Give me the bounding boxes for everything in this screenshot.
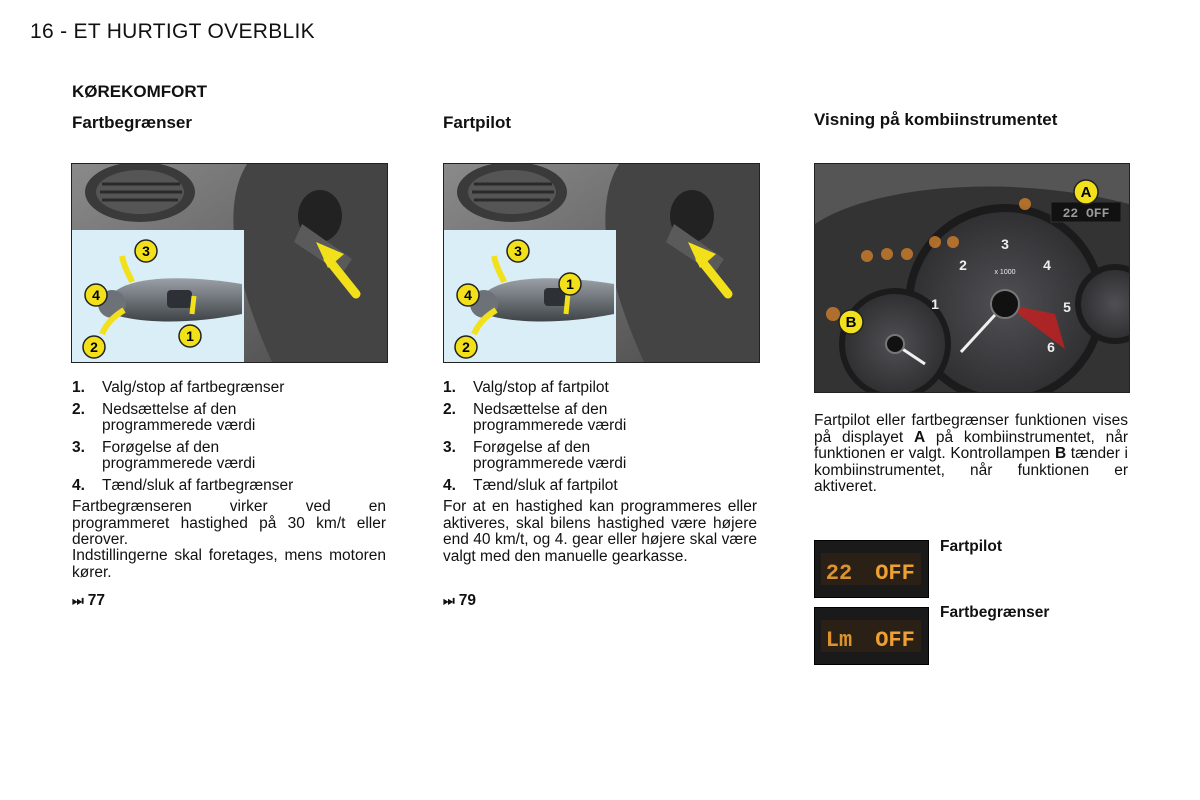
list-item: 1. Valg/stop af fartpilot (443, 379, 609, 396)
vent-icon (85, 164, 195, 222)
cruise-control-display (814, 540, 929, 598)
speed-limiter-display-label: Fartbegrænser (940, 604, 1050, 621)
speed-limiter-paragraph-1: Fartbegrænseren virker ved en programmeret hastighed på 30 km/t eller derover. (72, 498, 386, 548)
page-header: 16 - ET HURTIGT OVERBLIK (30, 20, 315, 43)
section-title: KØREKOMFORT (72, 82, 208, 101)
callout-3: 3 (514, 243, 522, 259)
stalk-illustration-speed-limiter (71, 163, 388, 363)
speed-limiter-display (814, 607, 929, 665)
callout-4: 4 (464, 287, 472, 303)
display-off-text: OFF (875, 628, 915, 653)
column-title-instrument-display: Visning på kombiinstrumentet (814, 110, 1058, 129)
list-item: 4. Tænd/sluk af fartpilot (443, 476, 618, 494)
gauge-label: 4 (1043, 257, 1051, 273)
display-left-digits: Lm (825, 628, 853, 653)
stalk-illustration-cruise-control (443, 163, 760, 363)
speed-limiter-paragraph-2: Indstillingerne skal foretages, mens motoren kører. (72, 547, 386, 581)
page-reference-icon: ⏭ (443, 593, 455, 608)
callout-b: B (845, 314, 857, 331)
list-item: 2. Nedsættelse af den programmerede værdi (443, 400, 627, 434)
cruise-control-display-label: Fartpilot (940, 538, 1002, 555)
list-item: 3. Forøgelse af den programmerede værdi (72, 438, 256, 472)
vent-icon (457, 164, 567, 222)
list-item: 1. Valg/stop af fartbegrænser (72, 379, 285, 396)
function-list-speed-limiter (72, 380, 392, 499)
display-left-digits: 22 (825, 561, 853, 586)
list-item: 2. Nedsættelse af den programmerede værdi (72, 400, 256, 434)
gauge-label: 5 (1063, 299, 1071, 315)
callout-4: 4 (92, 287, 100, 303)
gauge-unit: x 1000 (994, 269, 1016, 276)
column-title-cruise-control: Fartpilot (443, 113, 511, 132)
callout-3: 3 (142, 243, 150, 259)
gauge-label: 3 (1001, 236, 1009, 252)
callout-2: 2 (462, 339, 470, 355)
list-item: 4. Tænd/sluk af fartbegrænser (72, 476, 294, 494)
function-list-cruise-control (443, 380, 763, 499)
cruise-control-paragraph: For at en hastighed kan programmeres eller aktiveres, skal bilens hastighed være højere end 40 km/t, og 4. gear eller højere skal være valgt med den manuelle gearkasse. (443, 498, 757, 565)
page-reference-77[interactable]: ⏭ 77 (72, 592, 105, 609)
list-item: 3. Forøgelse af den programmerede værdi (443, 438, 627, 472)
callout-2: 2 (90, 339, 98, 355)
column-title-speed-limiter: Fartbegrænser (72, 113, 192, 132)
instrument-cluster-illustration (814, 163, 1130, 393)
gauge-label: 2 (959, 257, 967, 273)
page-reference-icon: ⏭ (72, 593, 84, 608)
instrument-display-paragraph: Fartpilot eller fartbegrænser funktionen vises på displayet A på kombiinstrumentet, når funktionen er valgt. Kontrollampen B tænder i kombiinstrumentet, når funktionen er aktiveret. (814, 412, 1129, 495)
page-reference-79[interactable]: ⏭ 79 (443, 592, 476, 609)
callout-1: 1 (186, 328, 194, 344)
display-off-text: OFF (875, 561, 915, 586)
gauge-label: 1 (931, 296, 939, 312)
top-display-text: 22 OFF (1062, 206, 1110, 221)
callout-a: A (1080, 184, 1092, 201)
callout-1: 1 (566, 276, 574, 292)
gauge-label: 6 (1047, 339, 1055, 355)
